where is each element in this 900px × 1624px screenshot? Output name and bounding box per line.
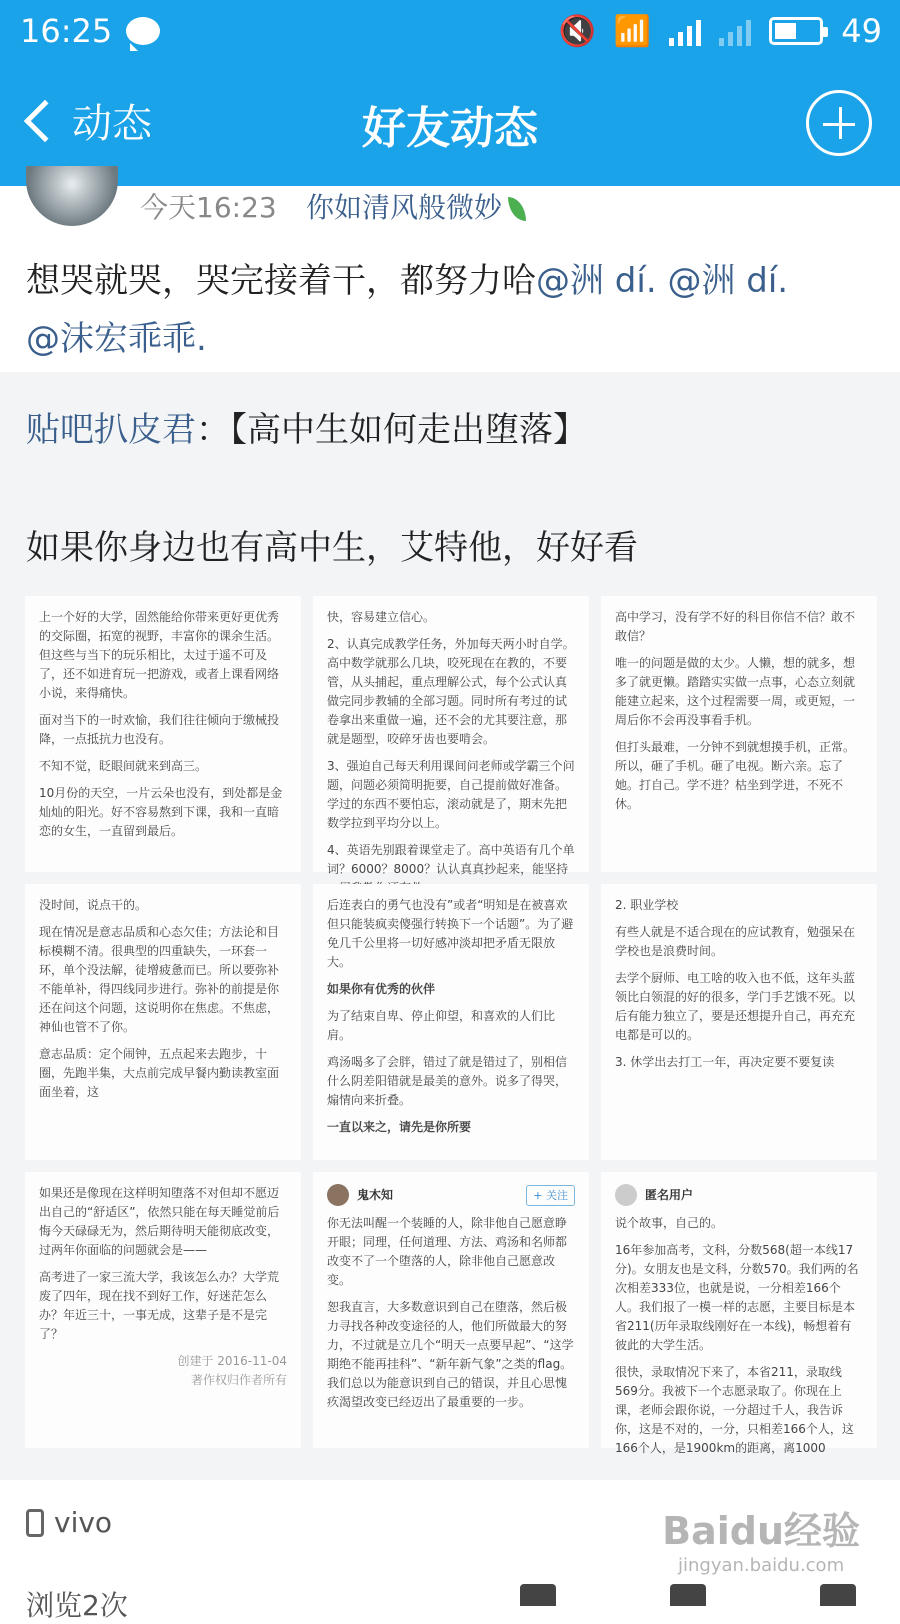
- image-thumbnail[interactable]: [313, 596, 589, 876]
- share-icon[interactable]: [820, 1584, 856, 1606]
- mention-link[interactable]: @洲 dí.: [536, 261, 657, 301]
- signal-icon: [669, 16, 701, 46]
- thumb-text: 快，容易建立信心。: [327, 610, 436, 624]
- post-time: 今天16:23: [140, 191, 277, 224]
- share-title: 【高中生如何走出堕落】: [230, 410, 587, 450]
- follow-button: + 关注: [526, 1185, 575, 1206]
- thumb-text: 不知不觉，眨眼间就来到高三。: [39, 759, 208, 773]
- device-name: vivo: [54, 1506, 113, 1539]
- thumb-text: 3、强迫自己每天利用课间问老师或学霸三个问题，问题必须简明扼要，自己提前做好准备。学过的东西不要怕忘，滚动就是了，期末先把数学拉到平均分以上。: [327, 759, 575, 830]
- avatar: [615, 1184, 637, 1206]
- image-thumbnail[interactable]: [601, 1172, 877, 1455]
- post-text: [26, 252, 886, 368]
- image-thumbnail[interactable]: [25, 596, 301, 872]
- image-thumbnail[interactable]: [601, 884, 877, 1160]
- image-grid: [25, 596, 877, 1455]
- mention-link[interactable]: @沫宏乖乖.: [26, 319, 207, 359]
- clock: 16:25: [20, 12, 113, 50]
- share-separator: ：: [196, 410, 230, 450]
- share-author[interactable]: 贴吧扒皮君: [26, 410, 196, 450]
- thumb-text: 3. 休学出去打工一年，再决定要不要复读: [615, 1055, 835, 1069]
- thumb-text: 但打头最难，一分钟不到就想摸手机，正常。所以，砸了手机。砸了电视。断六亲。忘了她。打自己。学不进？枯坐到学进，不死不休。: [615, 740, 856, 811]
- avatar[interactable]: [26, 166, 118, 226]
- mention-link[interactable]: @洲 dí.: [667, 261, 789, 301]
- thumb-text: 16年参加高考，文科，分数568(超一本线17分)。女朋友也是文科，分数570。我们两的名次相差333位，也就是说，一分相差166个人。我们报了一模一样的志愿，主要目标是本省211(历年录取线刚好在一本线)，畅想着有彼此的大学生活。: [615, 1243, 859, 1352]
- thumb-text: 唯一的问题是做的太少。人懒，想的就多，想多了就更懒。踏踏实实做一点事，心态立刻就能建立起来，这个过程需要一周，或更短，一周后你不会再没事看手机。: [615, 656, 856, 727]
- thumb-text: 现在情况是意志品质和心态欠佳；方法论和目标模糊不清。很典型的四重缺失，一环套一环，单个没法解，徒增疲惫而已。所以要弥补不能单补，得四线同步进行。弥补的前提是你还在问这个问题，这说明你在焦虑。不焦虑，神仙也管不了你。: [39, 925, 280, 1034]
- thumb-footer-line: 著作权归作者所有: [190, 1373, 287, 1387]
- post-header: [0, 186, 900, 236]
- post-mood[interactable]: [306, 186, 526, 226]
- title-bar: [0, 62, 900, 186]
- battery-icon: [769, 17, 823, 45]
- thumb-text: 2、认真完成教学任务，外加每天两小时自学。高中数学就那么几块，咬死现在在教的，不要管，从头捕起，重点理解公式，每个公式认真做完同步教辅的全部习题。同时所有考过的试卷拿出来重做一遍，还不会的尤其要注意，那就是题型，咬碎牙齿也要啃会。: [327, 637, 575, 746]
- wifi-icon: 📶: [613, 13, 652, 49]
- thumb-text: 很快，录取情况下来了，本省211，录取线569分。我被下一个志愿录取了。你现在上课，老师会跟你说，一分超过千人，我告诉你，这是不对的，一分，只相差166个人，这166个人，是1900km的距离，离1000: [615, 1365, 854, 1455]
- share-heading: [26, 402, 587, 451]
- image-thumbnail[interactable]: [25, 884, 301, 1160]
- thumb-text: 恕我直言，大多数意识到自己在堕落，然后极力寻找各种改变途径的人，他们所做最大的努力，不过就是立几个“明天一点要早起”、“这学期绝不能再挂科”、“新年新气象”之类的flag。我们总以为能意识到自己的错误，并且心思愧疚渴望改变已经迈出了最重要的一步。: [327, 1300, 574, 1409]
- thumb-text: 2. 职业学校: [615, 898, 679, 912]
- phone-icon: [26, 1509, 44, 1537]
- thumb-text: 没时间，说点干的。: [39, 898, 148, 912]
- leaf-icon: [508, 197, 526, 221]
- like-icon[interactable]: [520, 1584, 556, 1606]
- post-body: 想哭就哭，哭完接着干，都努力哈: [26, 261, 536, 301]
- share-subtitle: 如果你身边也有高中生，艾特他，好好看: [26, 528, 638, 568]
- watermark-url: jingyan.baidu.com: [678, 1555, 845, 1576]
- view-count: 浏览2次: [26, 1589, 128, 1622]
- thumb-author: [615, 1184, 863, 1206]
- thumb-text: 面对当下的一时欢愉，我们往往倾向于缴械投降，一点抵抗力也没有。: [39, 713, 280, 746]
- message-icon: [126, 17, 160, 45]
- image-thumbnail[interactable]: [313, 884, 589, 1160]
- thumb-text: 为了结束自卑、停止仰望，和喜欢的人们比肩。: [327, 1009, 556, 1042]
- thumb-text: 如果你有优秀的伙伴: [327, 982, 436, 996]
- thumb-text: 10月份的天空，一片云朵也没有，到处都是金灿灿的阳光。好不容易熬到下课，我和一直暗恋的女生，一直留到最后。: [39, 786, 283, 838]
- mood-text: 你如清风般微妙: [306, 191, 503, 224]
- page-title: 好友动态: [362, 103, 538, 154]
- device-info: [26, 1506, 112, 1539]
- shared-post[interactable]: [0, 372, 900, 1480]
- watermark: [662, 1500, 860, 1576]
- avatar: [327, 1184, 349, 1206]
- thumb-text: 你无法叫醒一个装睡的人，除非他自己愿意睁开眼；同理，任何道理、方法、鸡汤和名师都改变不了一个堕落的人，除非他自己愿意改变。: [327, 1216, 568, 1287]
- thumb-author: [327, 1184, 575, 1206]
- battery-level: 49: [841, 12, 882, 50]
- mute-icon: 🔇: [558, 13, 596, 49]
- image-thumbnail[interactable]: [313, 1172, 589, 1448]
- back-label: 动态: [72, 101, 152, 147]
- thumb-text: 4、英语先别跟着课堂走了。高中英语有几个单词？6000？8000？认认真真抄起来，能坚持: [327, 843, 575, 876]
- thumb-text: 如果还是像现在这样明知堕落不对但却不愿迈出自己的“舒适区”，依然只能在每天睡觉前后悔今天碌碌无为，然后期待明天能彻底改变，过两年你面临的问题就会是——: [39, 1186, 280, 1257]
- watermark-logo: Baidu经验: [662, 1509, 860, 1553]
- status-bar: [0, 0, 900, 62]
- thumb-author-name: 匿名用户: [645, 1187, 694, 1202]
- comment-icon[interactable]: [670, 1584, 706, 1606]
- thumb-text: 后连表白的勇气也没有”或者“明知是在被喜欢但只能装疯卖傻强行转换下一个话题”。为了避免几千公里将一切好感冲淡却把矛盾无限放大。: [327, 898, 574, 969]
- image-thumbnail[interactable]: [25, 1172, 301, 1448]
- thumb-footer: [39, 1352, 287, 1390]
- signal-secondary-icon: [719, 16, 751, 46]
- thumb-text: 高中学习，没有学不好的科目你信不信？敢不敢信？: [615, 610, 856, 643]
- thumb-text: 意志品质：定个闹钟，五点起来去跑步，十圈，先跑半集，大点前完成早餐内勤读教室面面坐着，这: [39, 1047, 280, 1099]
- thumb-text: 上一个好的大学，固然能给你带来更好更优秀的交际圈，拓宽的视野，丰富你的课余生活。但这些与当下的玩乐相比，太过于遥不可及了，还不如进育玩一把游戏，或者上课看网络小说，来得痛快。: [39, 610, 280, 700]
- thumb-text: 去学个厨师、电工啥的收入也不低，这年头蓝领比白领混的好的很多，学门手艺饿不死。以后有能力独立了，要是还想提升自己，再充充电都是可以的。: [615, 971, 856, 1042]
- add-button[interactable]: [806, 90, 872, 156]
- thumb-text: 鸡汤喝多了会胖，错过了就是错过了，别相信什么阴差阳错就是最美的意外。说多了得哭，煽情向来折叠。: [327, 1055, 568, 1107]
- thumb-text: 有些人就是不适合现在的应试教育，勉强呆在学校也是浪费时间。: [615, 925, 856, 958]
- image-thumbnail[interactable]: [601, 596, 877, 872]
- thumb-text: 一直以来之，请先是你所要: [327, 1120, 472, 1134]
- thumb-text: 说个故事，自己的。: [615, 1216, 724, 1230]
- thumb-author-name: 鬼木知: [357, 1187, 394, 1202]
- thumb-text: 高考进了一家三流大学，我该怎么办？大学荒废了四年，现在找不到好工作，好迷茫怎么办？年近三十，一事无成，这辈子是不是完了？: [39, 1270, 280, 1341]
- thumb-footer-line: 创建于 2016-11-04: [177, 1354, 287, 1368]
